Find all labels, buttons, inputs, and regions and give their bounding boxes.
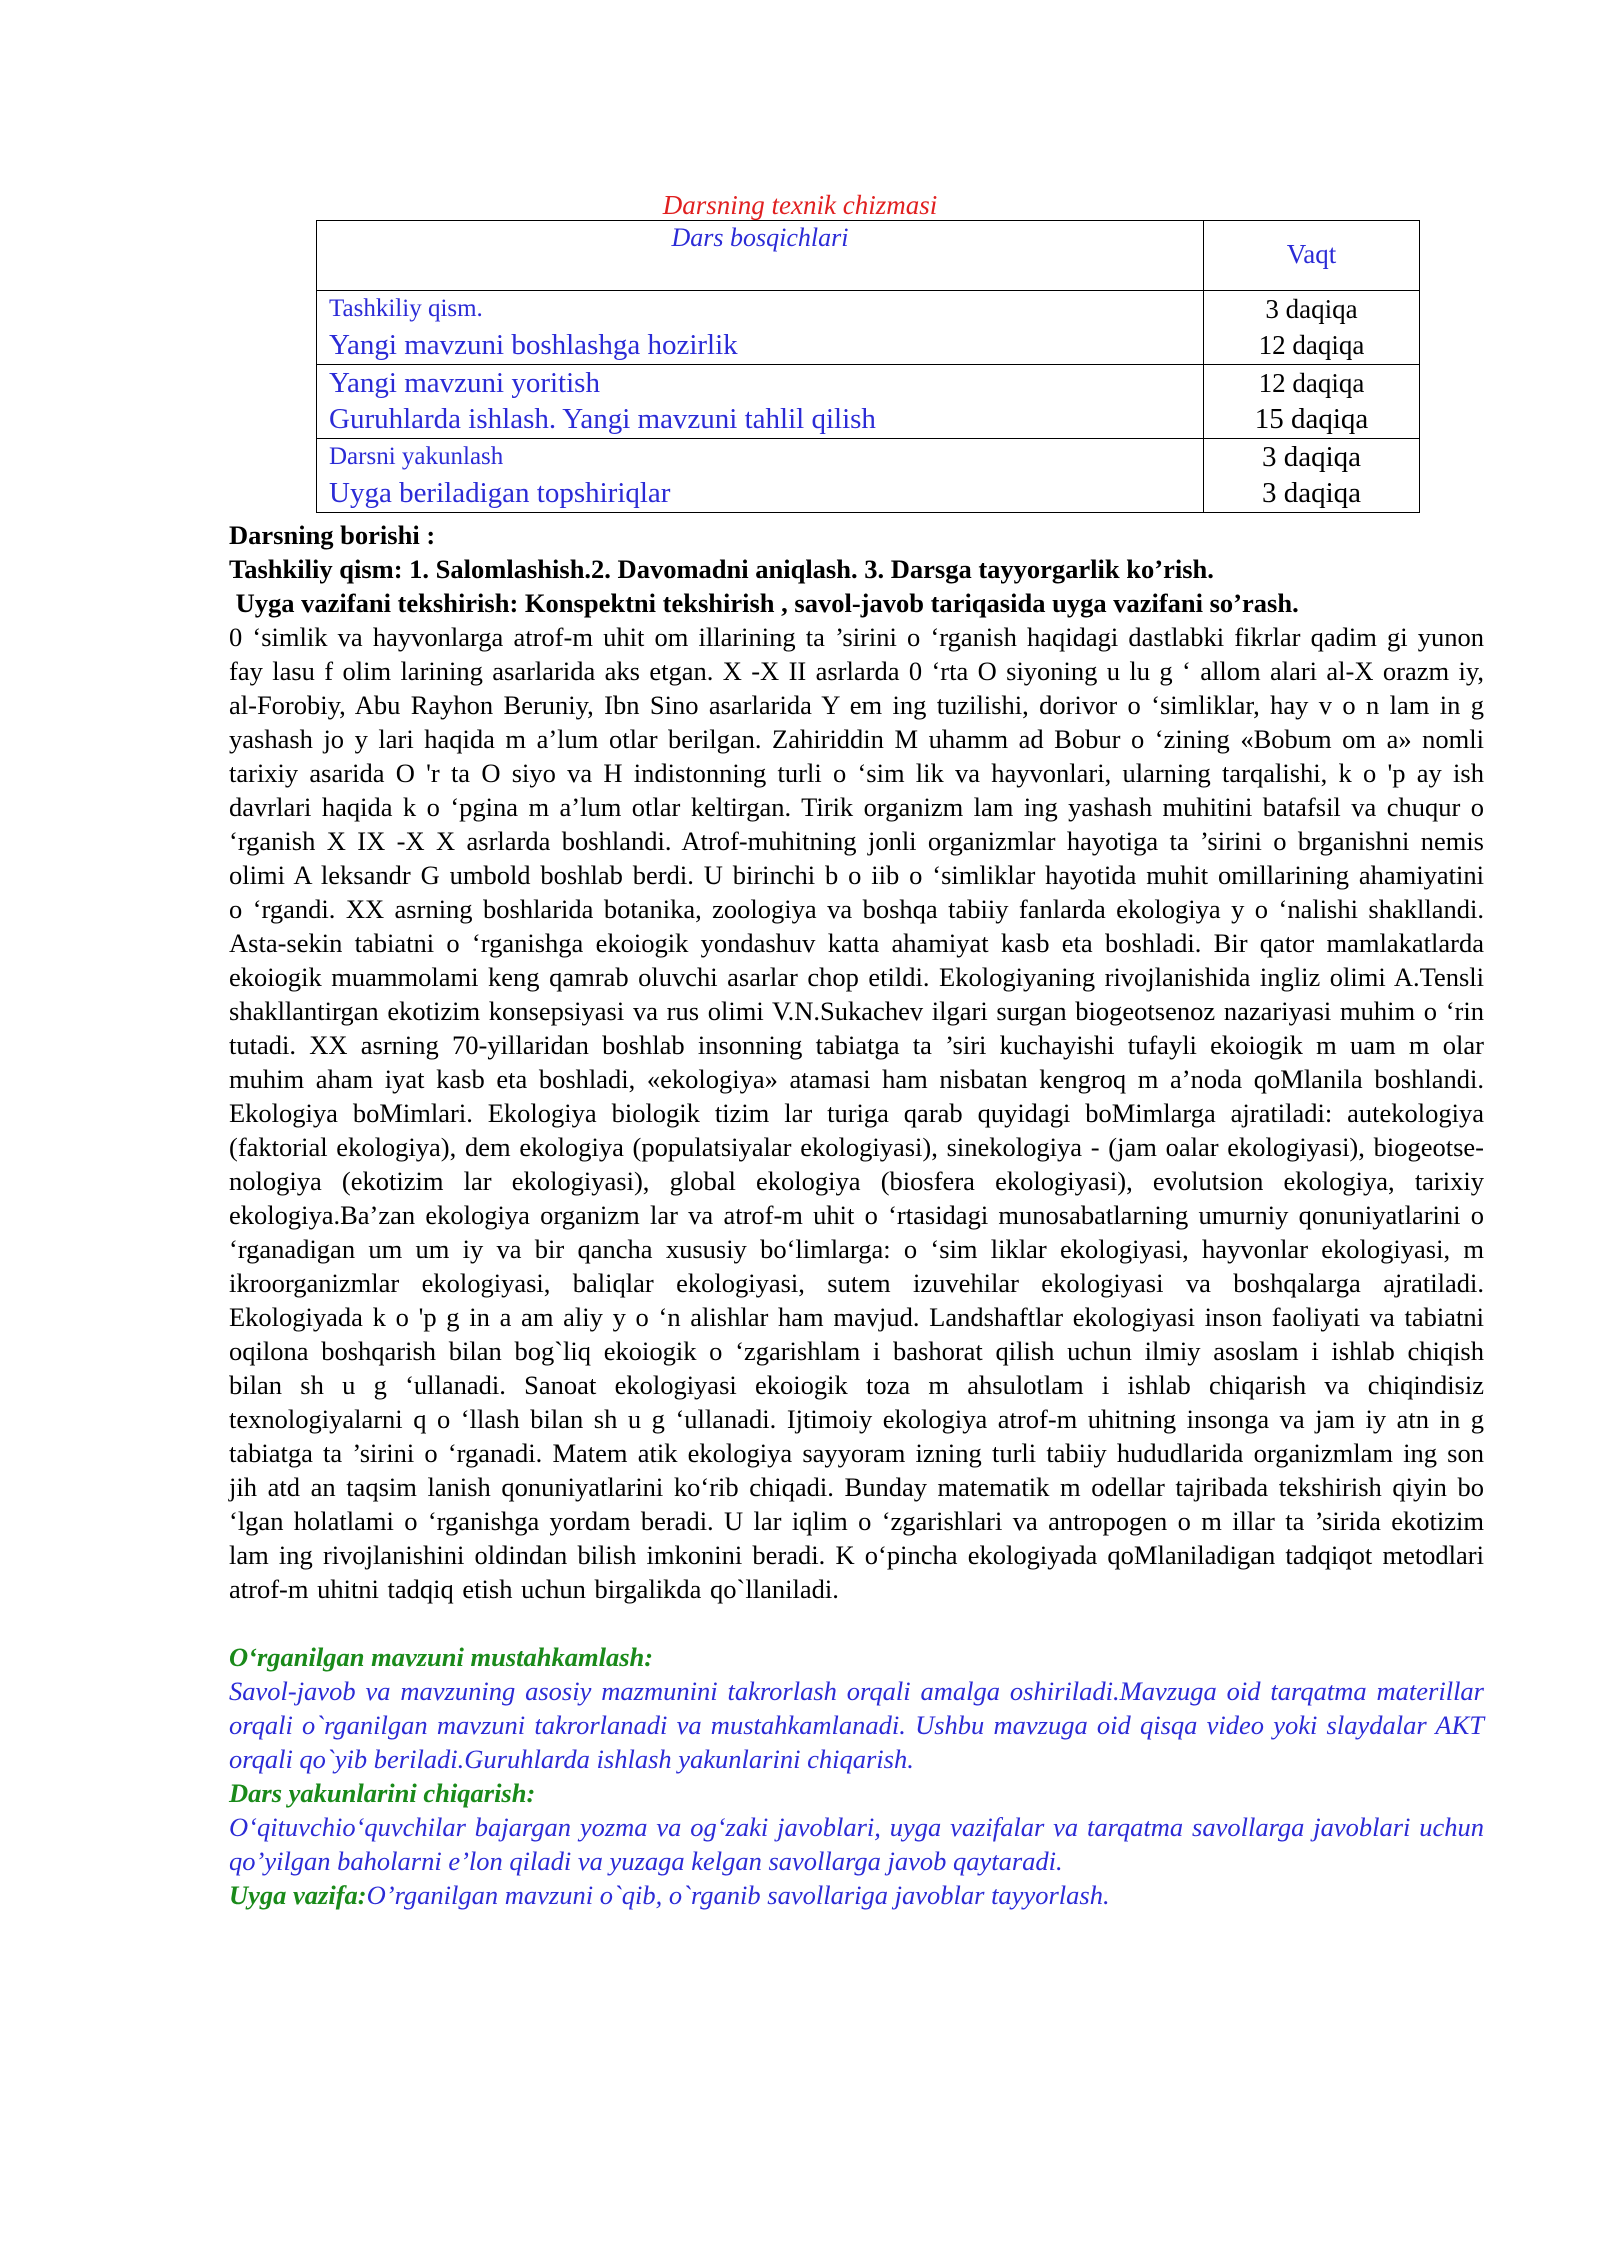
table-header-row — [317, 221, 1420, 291]
homework-line — [229, 1878, 1484, 1912]
time-line: 3 daqiqa — [1265, 294, 1358, 324]
consolidation-text: Savol-javob va mavzuning asosiy mazmunini takrorlash orqali amalga oshiriladi.Mavzuga oid tarqatma materillar orqali o`rganilgan mavzuni takrorlanadi va mustahkamlanadi. Ushbu mavzuga oid qisqa video yoki slaydalar AKT orqali qo`yib beriladi.Guruhlarda ishlash yakunlarini chiqarish. — [229, 1676, 1484, 1774]
summary-text: O‘qituvchio‘quvchilar bajargan yozma va og‘zaki javoblari, uyga vazifalar va tarqatma savollarga javoblari uchun qo’yilgan baholarni e’lon qiladi va yuzaga kelgan savollarga javob qaytaradi. — [229, 1812, 1484, 1876]
homework-check: Uyga vazifani tekshirish: Konspektni tekshirish , savol-javob tariqasida uyga vazifani so’rash. — [229, 588, 1299, 618]
stage-line: Yangi mavzuni yoritish — [329, 367, 600, 399]
table-row — [317, 439, 1420, 513]
header-time: Vaqt — [1204, 221, 1420, 291]
table-row — [317, 365, 1420, 439]
time-line: 3 daqiqa — [1261, 441, 1362, 473]
summary-heading: Dars yakunlarini chiqarish: — [229, 1778, 536, 1808]
stage-line: Yangi mavzuni boshlashga hozirlik — [329, 329, 738, 361]
lesson-heading: Darsning borishi : — [229, 520, 436, 550]
consolidation-heading: O‘rganilgan mavzuni mustahkamlash: — [229, 1642, 654, 1672]
lesson-plan-table — [316, 220, 1420, 513]
stage-line: Uyga beriladigan topshiriqlar — [329, 477, 671, 509]
header-stages: Dars bosqichlari — [317, 221, 1204, 291]
time-line: 15 daqiqa — [1254, 403, 1369, 435]
time-line: 12 daqiqa — [1258, 330, 1365, 360]
stage-cell — [317, 365, 1204, 439]
lesson-content — [229, 518, 1484, 1912]
homework-label: Uyga vazifa: — [229, 1880, 367, 1910]
tech-title: Darsning texnik chizmasi — [662, 190, 938, 220]
time-cell — [1204, 291, 1420, 365]
time-cell — [1204, 365, 1420, 439]
lesson-body-text: 0 ‘simlik va hayvonlarga atrof-m uhit om illarining ta ’sirini o ‘rganish haqidagi dastlabki fikrlar qadim gi yunon fay lasu f olim larining asarlarida aks etgan. X -X II asrlarda 0 ‘rta O siyoning u lu g ‘ allom alari al-X orazm iy, al-Forobiy, Abu Rayhon Beruniy, Ibn Sino asarlarida Y em ing tuzilishi, dorivor o ‘simliklar, hay v o n lam in g yashash jo y lari haqida m a’lum otlar berilgan. Zahiriddin M uhamm ad Bobur o ‘zining «Bobum om a» nomli tarixiy asarida O 'r ta O siyo va H indistonning turli o ‘sim lik va hayvonlari, ularning tarqalishi, k o 'p ay ish davrlari haqida k o ‘pgina m a’lum otlar keltirgan. Tirik organizm lam ing yashash muhitini batafsil va chuqur o ‘rganish X IX -X X asrlarda boshlandi. Atrof-muhitning jonli organizmlar hayotiga ta ’sirini o brganishni nemis olimi A leksandr G umbold boshlab berdi. U birinchi b o iib o ‘simliklar hayotida muhit omillarining ahamiyatini o ‘rgandi. XX asrning boshlarida botanika, zoologiya va boshqa tabiiy fanlarda ekologiya y o ‘nalishi shakllandi. Asta-sekin tabiatni o ‘rganishga ekoiogik yondashuv katta ahamiyat kasb eta boshladi. Bir qator mamlakatlarda ekoiogik muammolami keng qamrab oluvchi asarlar chop etildi. Ekologiyaning rivojlanishida ingliz olimi A.Tensli shakllantirgan ekotizim konsepsiyasi va rus olimi V.N.Sukachev ilgari surgan biogeotsenoz nazariyasi muhim o ‘rin tutadi. XX asrning 70-yillaridan boshlab insonning tabiatga ta ’siri kuchayishi tufayli ekoiogik m uam m olar muhim aham iyat kasb eta boshladi, «ekologiya» atamasi ham nisbatan kengroq m a’noda qoMlanila boshlandi. Ekologiya boMimlari. Ekologiya biologik tizim lar turiga qarab quyidagi boMimlarga ajratiladi: autekologiya (faktorial ekologiya), dem ekologiya (populatsiyalar ekologiyasi), sinekologiya - (jam oalar ekologiyasi), biogeotse- nologiya (ekotizim lar ekologiyasi), global ekologiya (biosfera ekologiyasi), evolutsion ekologiya, tarixiy ekologiya.Ba’zan ekologiya organizm lar va atrof-m uhit o ‘rtasidagi munosabatlarning umurniy qonuniyatlarini o ‘rganadigan um um iy va bir qancha xususiy bo‘limlarga: o ‘sim liklar ekologiyasi, hayvonlar ekologiyasi, m ikroorganizmlar ekologiyasi, baliqlar ekologiyasi, sutem izuvehilar ekologiyasi va boshqalarga ajratiladi. Ekologiyada k o 'p g in a am aliy y o ‘n alishlar ham mavjud. Landshaftlar ekologiyasi inson faoliyati va tabiatni oqilona boshqarish bilan bog`liq ekoiogik o ‘zgarishlam i bashorat qilish uchun ilmiy asoslam i ishlab chiqish bilan sh u g ‘ullanadi. Sanoat ekologiyasi ekoiogik toza m ahsulotlam i ishlab chiqarish va chiqindisiz texnologiyalarni q o ‘llash bilan sh u g ‘ullanadi. Ijtimoiy ekologiya atrof-m uhitning insonga va jam iy atn in g tabiatga ta ’sirini o ‘rganadi. Matem atik ekologiya sayyoram izning turli tabiiy hududlarida organizmlam ing son jih atd an taqsim lanish qonuniyatlarini ko‘rib chiqadi. Bunday matematik m odellar tajribada tekshirish qiyin bo ‘lgan holatlami o ‘rganishga yordam beradi. U lar iqlim o ‘zgarishlari va antropogen o m illar ta ’sirida ekotizim lam ing rivojlanishini oldindan bilish imkonini beradi. K o‘pincha ekologiyada qoMlaniladigan tadqiqot metodlari atrof-m uhitni tadqiq etish uchun birgalikda qo`llaniladi. — [229, 622, 1484, 1604]
stage-line: Darsni yakunlash — [329, 443, 504, 470]
stage-line: Guruhlarda ishlash. Yangi mavzuni tahlil qilish — [329, 403, 876, 435]
stage-cell — [317, 439, 1204, 513]
table-row — [317, 291, 1420, 365]
org-part: Tashkiliy qism: 1. Salomlashish.2. Davomadni aniqlash. 3. Darsga tayyorgarlik ko’rish. — [229, 554, 1214, 584]
time-line: 3 daqiqa — [1261, 477, 1362, 509]
time-cell — [1204, 439, 1420, 513]
time-line: 12 daqiqa — [1258, 368, 1365, 398]
stage-line: Tashkiliy qism. — [329, 295, 483, 322]
stage-cell — [317, 291, 1204, 365]
homework-text: O’rganilgan mavzuni o`qib, o`rganib savollariga javoblar tayyorlash. — [366, 1880, 1110, 1910]
